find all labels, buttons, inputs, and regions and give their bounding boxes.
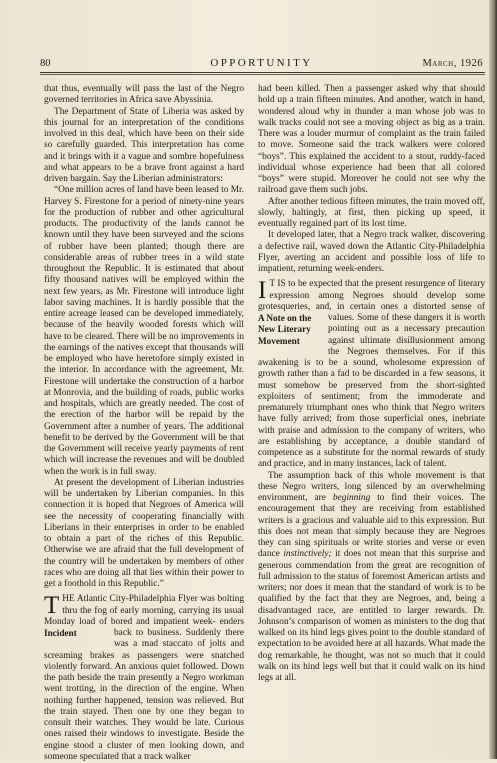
section-lead: HE Atlantic City-Philadelphia Flyer was bolting thru the fog of early morning, carrying its usual Monday load of bored and impatient week- xyxy=(44,594,244,627)
journal-title: OPPORTUNITY xyxy=(210,57,313,69)
quote-paragraph: “One million acres of land have been leased to Mr. Harvey S. Firestone for a period of ninety-nine years for the production of rubber and other agricultural products. The productivity of the lands cannot be known until they have been surveyed and the scions of rubber have been planted; though there are considerable areas of rubber trees in a wild state throughout the Republic. It is estimated that about fifty thousand natives will be employed within the next few years, as Mr. Firestone will introduce light labor saving machines. It is hardly possible that the entire acreage leased can be developed immediately, because of the heavily wooded forests which will have to be cleared. There will be no improvements in the earnings of the natives except that thousands will be employed who have heretofore simply existed in the interior. In accordance with the agreement, Mr. Firestone will undertake the construction of a harbor at Monrovia, and the building of roads, public works and hospitals, which are greatly needed. The cost of the erection of the harbor will be repaid by the Government after a number of years. The additional benefit to be derived by the Government will be that the Government will receive yearly payments of rent which will increase the revenues and will be doubled when the work is in full sway. xyxy=(44,185,244,477)
paragraph: After another tedious fifteen minutes, the train moved off, slowly, haltingly, at first, then picking up speed, it eventually regained part of its lost time. xyxy=(258,196,485,229)
section-body: enders back to business. Suddenly there was a mad staccato of jolts and screaming brakes as passengers were snatched violently forward. An anxious quiet followed. Down the path beside the train presently a Negro workman went trotting, in the direction of the engine. When nothing further happened, tension was relieved. But the train stayed. Then one by one they began to consult their watches. They would be late. Curious ones raised their windows to investigate. Beside the engine stood a cluster of men looking down, and someone speculated that a track walker xyxy=(44,616,244,762)
running-header xyxy=(40,56,483,72)
page-number: 80 xyxy=(40,58,51,69)
section-body: these dangers it is worth pointing out as a necessary precaution against ultimate disillusionment among the Negroes themselves. For if this awakening is to be a sound, wholesome expression of growth rather than a fad to be discarded in a few seasons, it must somehow be preserved from the short-sighted exploiters of sentiment; from the immoderate and prematurely triumphant ones who think that Negro writers have fully arrived; from those superficial ones, inebriate with praise and admission to the company of writers, who are establishing by acceptance, a double standard of competence as a substitute for the normal rewards of study and practice, and in many instances, lack of talent. xyxy=(258,313,485,470)
text-run: to find their voices. The encouragement that they are receiving from established writers is a gracious and valuable aid to this expression. But this does not mean that simply because they are Negroes they can sing spirituals or write stories and verse or even dance xyxy=(258,493,486,560)
right-column xyxy=(258,84,485,684)
paragraph: The Department of State of Liberia was asked by this journal for an interpretation of the conditions involved in this deal, which have been on their side so carefully guarded. This interpretation has come and it brings with it a vague and sombre hopefulness and what appears to be a brave front against a hard driven bargain. Say the Liberian administrators: xyxy=(44,106,244,184)
drop-cap: T xyxy=(44,592,60,620)
section-heading-incident: Incident xyxy=(44,628,77,638)
paragraph: It developed later, that a Negro track walker, discovering a defective rail, waved down the Atlantic City-Philadelphia Flyer, averting an accident and possible loss of life to impatient, returning week-enders. xyxy=(258,230,485,274)
emphasis: instinctively; xyxy=(283,549,332,560)
section-heading-literary-movement: A Note on the New Literary Movement xyxy=(258,313,312,346)
section-lead: T IS to be expected that the present resurgence of literary expression among Negroes should develop some grotesqueries, and, in certain ones a distorted sense of values. Some of xyxy=(258,279,485,323)
section-literary-movement xyxy=(258,279,485,470)
page-binding-edge xyxy=(489,0,497,759)
quote-paragraph: At present the development of Liberian industries will be undertaken by Liberian companies. In this connection it is hoped that Negroes of America will see the necessity of cooperating financially with Liberians in their enterprises in order to be enabled to obtain a part of the riches of this Republic. Otherwise we are afraid that the full development of the country will be undertaken by members of other races who are doing all that lies within their power to get a foothold in this Republic.” xyxy=(44,477,244,589)
drop-cap: I xyxy=(258,277,267,305)
header-rule-thin xyxy=(40,74,485,75)
text-run: The assumption back of this whole movement is that these Negro writers, long silenced by an overwhelming environment, are xyxy=(258,470,485,503)
left-column xyxy=(44,84,244,763)
header-rule xyxy=(40,72,485,73)
paragraph: had been killed. Then a passenger asked why that should hold up a train fifteen minutes. And another, watch in hand, wondered aloud why in thunder a man whose job was to walk tracks could not see a moving object as big as a train. There was a louder murmur of complaint as the train failed to move. Someone said the track walkers were colored “boys”. This explained the accident to a stout, ruddy-faced individual whose experience had been that all colored “boys” were stupid. Moreover he could not see why the railroad gave them such jobs. xyxy=(258,84,485,196)
section-incident xyxy=(44,594,244,763)
paragraph: that thus, eventually will pass the last of the Negro governed territories in Africa save Abyssinia. xyxy=(44,84,244,106)
emphasis: beginning xyxy=(332,493,371,503)
issue-date: March, 1926 xyxy=(422,58,483,69)
text-run: it does not mean that this surprise and generous commendation from the great are recognition of full admission to the status of foremost American artists and writers; nor does it mean that the standard of work is to be qualified by the fact that they are Negroes, and, being a disadvantaged race, are entitled to larger rewards. Dr. Johnson’s comparison of women as ministers to the dog that walked on its hind legs gives point to the double standard of expectation to be avoided here at all hazards. What made the dog remarkable, he thought, was not so much that it could walk on its hind legs well but that it could walk on its hind legs at all. xyxy=(258,549,485,683)
paragraph xyxy=(258,471,485,685)
